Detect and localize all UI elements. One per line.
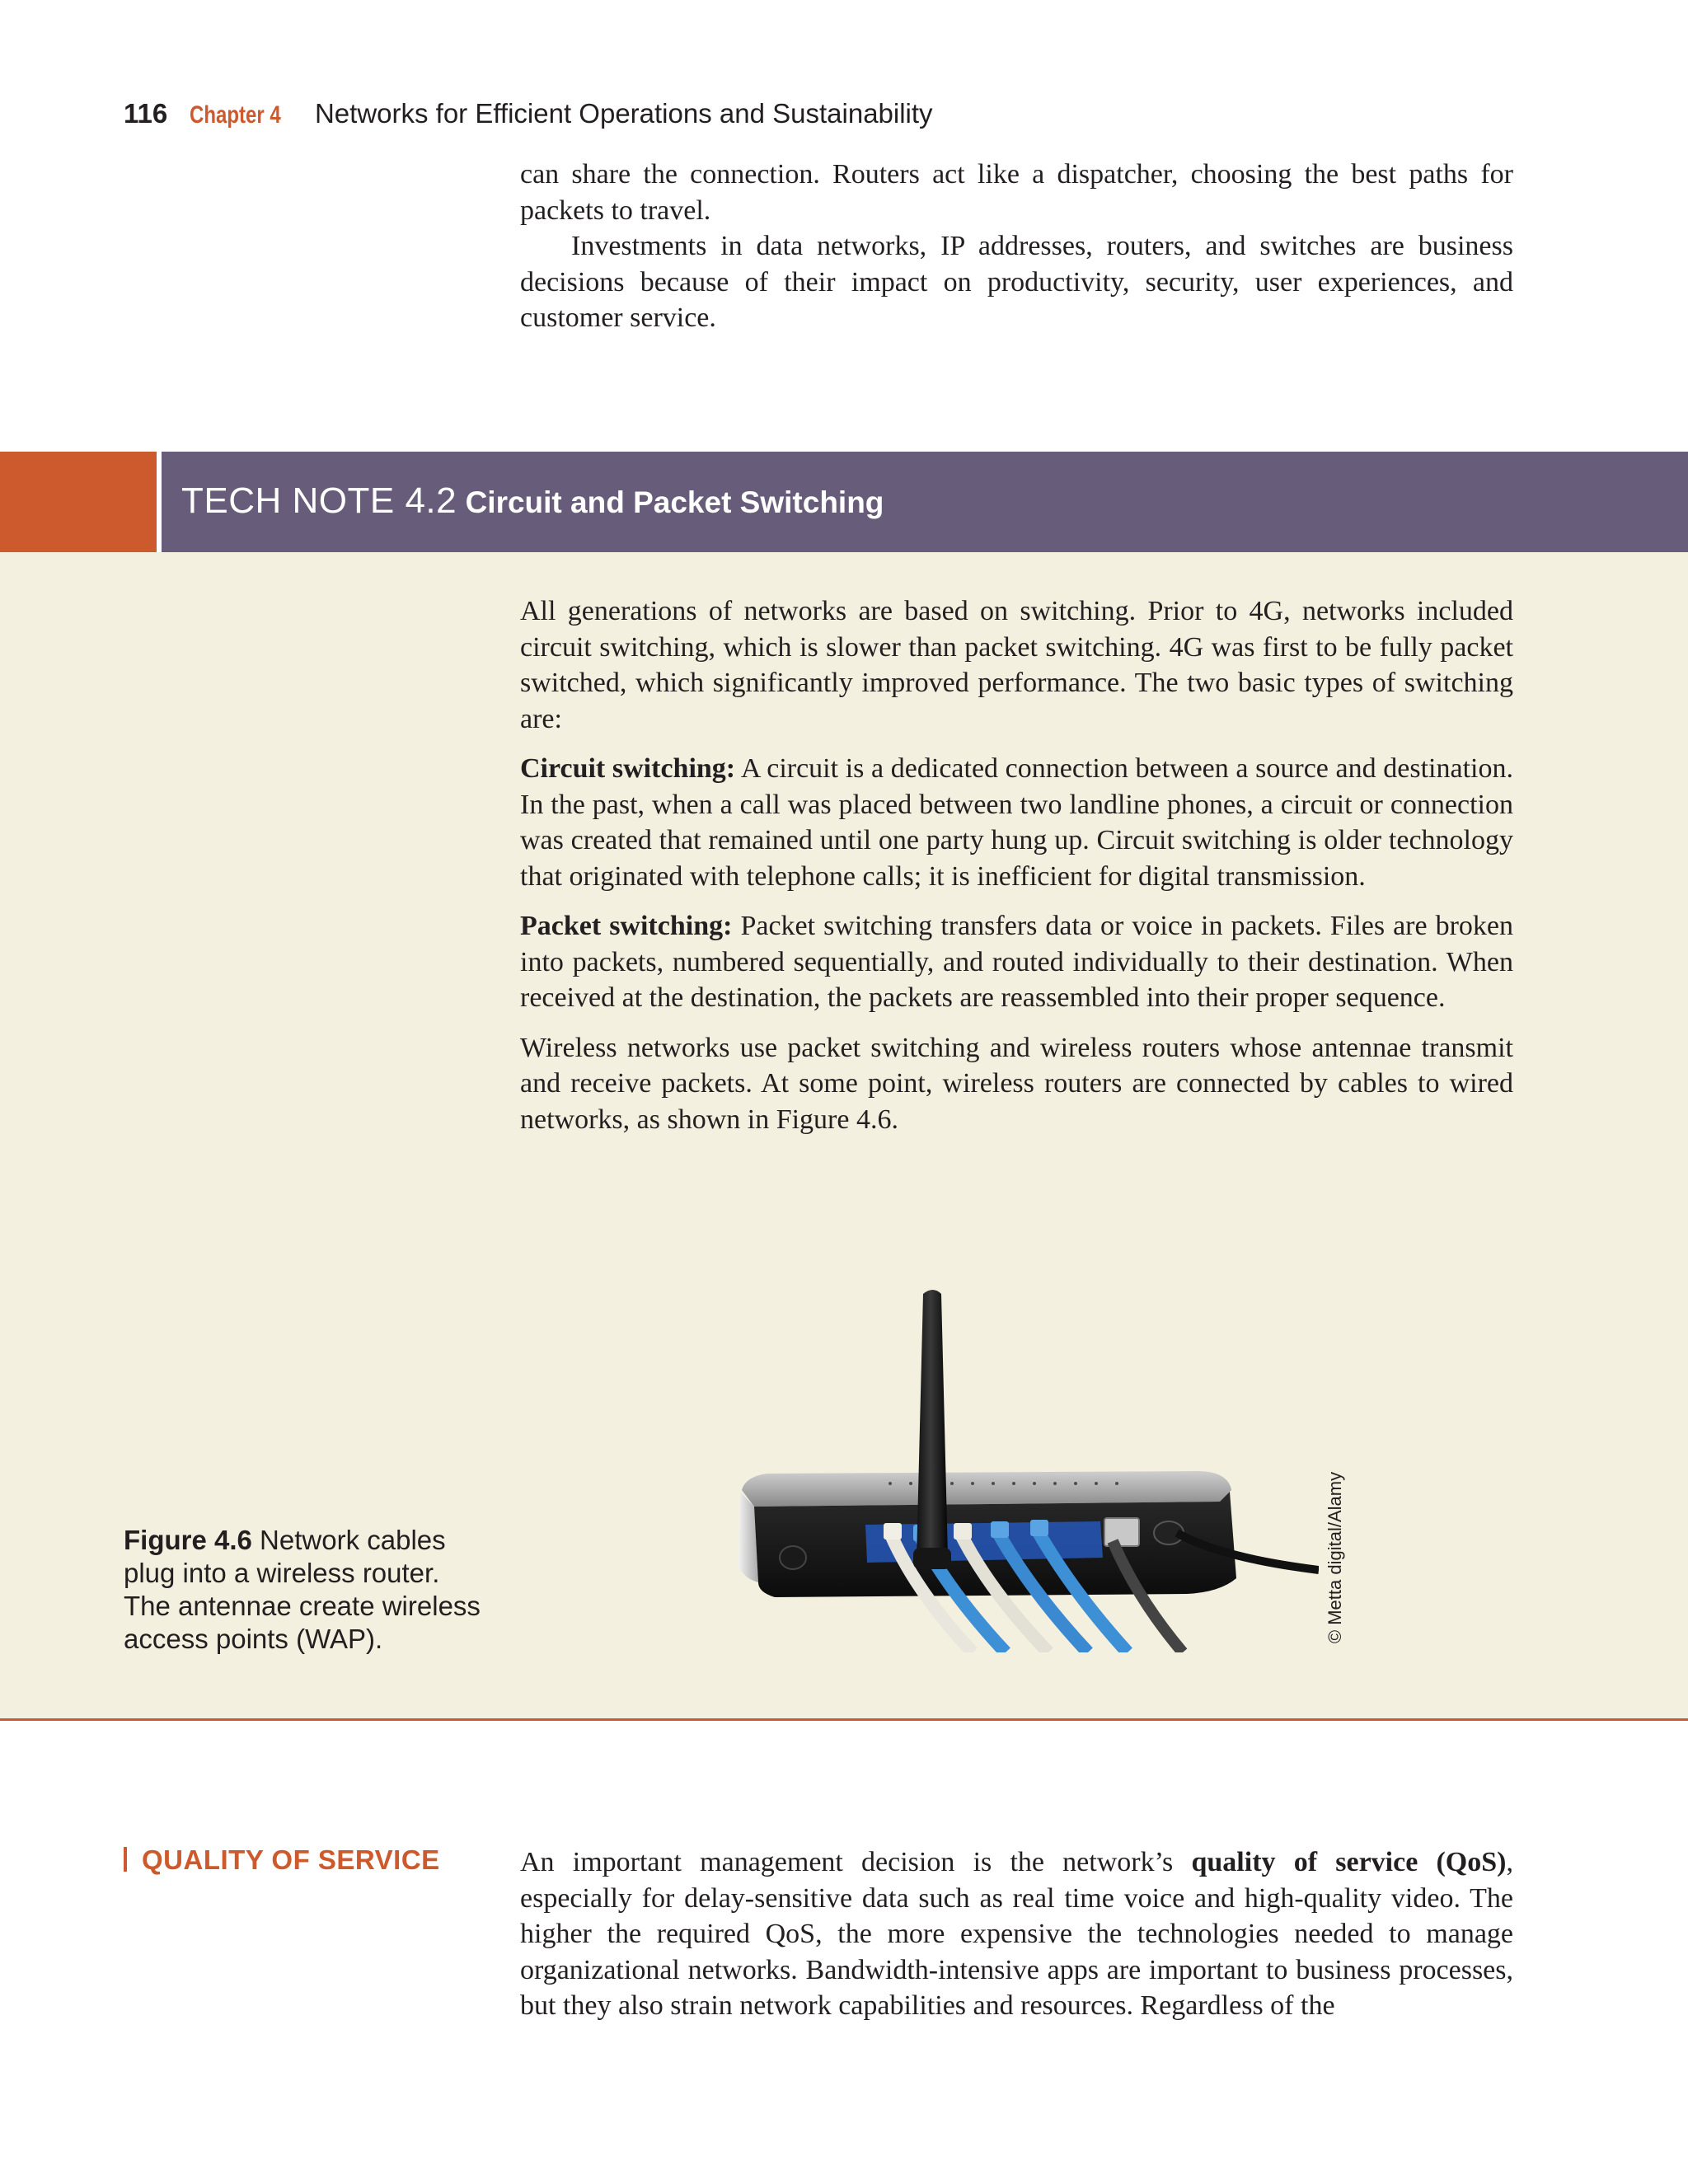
side-heading-text: QUALITY OF SERVICE xyxy=(142,1844,440,1875)
intro-paragraph-1: can share the connection. Routers act like a dispatcher, choosing the best paths for packets to travel. xyxy=(520,159,1513,226)
tech-note-text xyxy=(520,593,1513,1137)
packet-switching-text: Packet switching transfers data or voice in packets. Files are broken into packets, numbered sequentially, and routed individually to their destination. When received at the destination, the packets are reassembled into their proper sequence. xyxy=(520,911,1513,1013)
figure-caption xyxy=(124,1524,486,1656)
chapter-label: Chapter 4 xyxy=(190,101,282,129)
circuit-switching-text: A circuit is a dedicated connection between a source and destination. In the past, when a call was placed between two landline phones, a circuit or connection was created that remained until one party hung up. Circuit switching is older technology that originated with telephone calls; it is inefficient for digital transmission. xyxy=(520,753,1513,892)
tech-note-label: TECH NOTE 4.2 xyxy=(181,480,457,521)
running-header xyxy=(124,96,933,132)
quality-of-service-heading xyxy=(124,1844,440,1876)
photo-credit-area xyxy=(1319,1463,1352,1652)
qos-term: quality of service (QoS) xyxy=(1191,1847,1507,1877)
tech-note-accent-block xyxy=(0,452,157,552)
qos-text-after: , especially for delay-sensitive data such as real time voice and high-quality video. The higher the required QoS, the more expensive the technologies needed to manage organizational networks. Bandwidth-intensive apps are important to business processes, but they also strain network capabilities and resources. Regardless of the xyxy=(520,1847,1513,2021)
page-number: 116 xyxy=(124,98,168,129)
tech-note-header xyxy=(0,452,1688,552)
tech-note-paragraph-1: All generations of networks are based on switching. Prior to 4G, networks included circuit switching, which is slower than packet switching. 4G was first to be fully packet switched, which significantly improved performance. The two basic types of switching are: xyxy=(520,596,1513,734)
heading-bar xyxy=(124,1847,127,1872)
intro-paragraph-2: Investments in data networks, IP addresses, routers, and switches are business decisions because of their impact on productivity, security, user experiences, and customer service. xyxy=(520,231,1513,333)
figure-label: Figure 4.6 xyxy=(124,1525,252,1555)
wireless-paragraph: Wireless networks use packet switching and wireless routers whose antennae transmit and receive packets. At some point, wireless routers are connected by cables to wired networks, as shown in Figure 4.6. xyxy=(520,1032,1513,1135)
tech-note-title xyxy=(181,475,884,536)
wireless-router-image xyxy=(725,1286,1319,1652)
packet-switching-term: Packet switching: xyxy=(520,911,733,941)
tech-note-bottom-rule xyxy=(0,1718,1688,1721)
tech-note-heading: Circuit and Packet Switching xyxy=(465,485,884,519)
qos-text-before: An important management decision is the network’s xyxy=(520,1847,1192,1877)
intro-text xyxy=(520,157,1513,336)
qos-text xyxy=(520,1844,1513,2024)
photo-credit: © Metta digital/Alamy xyxy=(1325,1471,1345,1644)
chapter-title: Networks for Efficient Operations and Sustainability xyxy=(314,98,933,129)
circuit-switching-term: Circuit switching: xyxy=(520,753,736,784)
figure-caption-text: Network cables plug into a wireless router. The antennae create wireless access points (WAP). xyxy=(124,1525,481,1654)
packet-switching-paragraph xyxy=(520,908,1513,1016)
circuit-switching-paragraph xyxy=(520,751,1513,894)
qos-paragraph xyxy=(520,1844,1513,2024)
